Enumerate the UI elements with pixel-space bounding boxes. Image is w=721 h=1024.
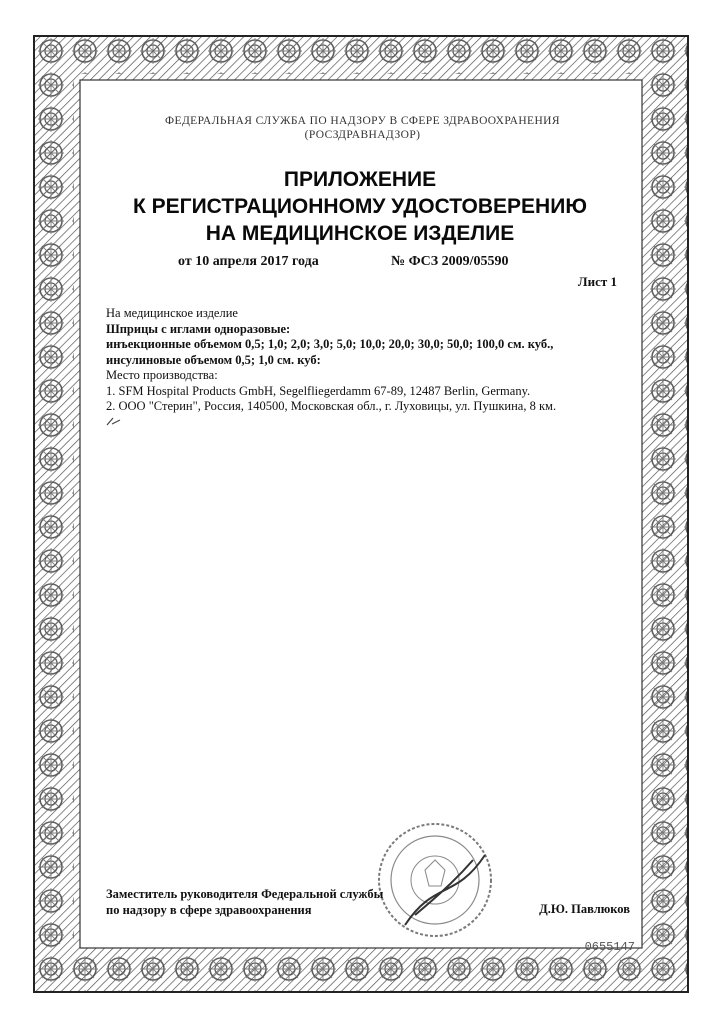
agency-name: ФЕДЕРАЛЬНАЯ СЛУЖБА ПО НАДЗОРУ В СФЕРЕ ЗДРАВООХРАНЕНИЯ <box>165 115 560 127</box>
manufacturing-site-1: 1. SFM Hospital Products GmbH, Segelfliegerdamm 67-89, 12487 Berlin, Germany. <box>106 383 531 398</box>
document-title <box>80 166 640 247</box>
intro-text: На медицинское изделие <box>106 306 238 320</box>
sheet-number: Лист 1 <box>577 274 617 289</box>
insulin-volumes: инсулиновые объемом 0,5; 1,0 см. куб: <box>106 352 321 367</box>
signer-position-line-1: Заместитель руководителя Федеральной службы <box>106 887 384 901</box>
signer-position-line-2: по надзору в сфере здравоохранения <box>106 903 312 917</box>
product-name: Шприцы с иглами одноразовые: <box>106 321 291 336</box>
official-stamp <box>375 820 495 940</box>
title-line-3: НА МЕДИЦИНСКОЕ ИЗДЕЛИЕ <box>205 222 515 245</box>
manufacturing-site-2: 2. ООО "Стерин", Россия, 140500, Московская обл., г. Луховицы, ул. Пушкина, 8 км. <box>106 399 557 413</box>
registration-number: № ФСЗ 2009/05590 <box>391 254 509 269</box>
signer-name: Д.Ю. Павлюков <box>539 902 630 916</box>
manufacturing-place-label: Место производства: <box>106 368 218 382</box>
document-body <box>106 306 626 429</box>
issue-date: от 10 апреля 2017 года <box>178 254 319 269</box>
agency-abbreviation: (РОСЗДРАВНАДЗОР) <box>304 129 421 141</box>
form-serial-number: 0655147 <box>584 940 635 954</box>
end-mark <box>106 415 626 429</box>
title-line-1: ПРИЛОЖЕНИЕ <box>283 168 437 191</box>
agency-header <box>90 114 635 142</box>
injection-volumes: инъекционные объемом 0,5; 1,0; 2,0; 3,0; 5,0; 10,0; 20,0; 30,0; 50,0; 100,0 см. куб., <box>106 337 554 351</box>
title-line-2: К РЕГИСТРАЦИОННОМУ УДОСТОВЕРЕНИЮ <box>133 195 587 218</box>
signer-position <box>106 886 383 918</box>
